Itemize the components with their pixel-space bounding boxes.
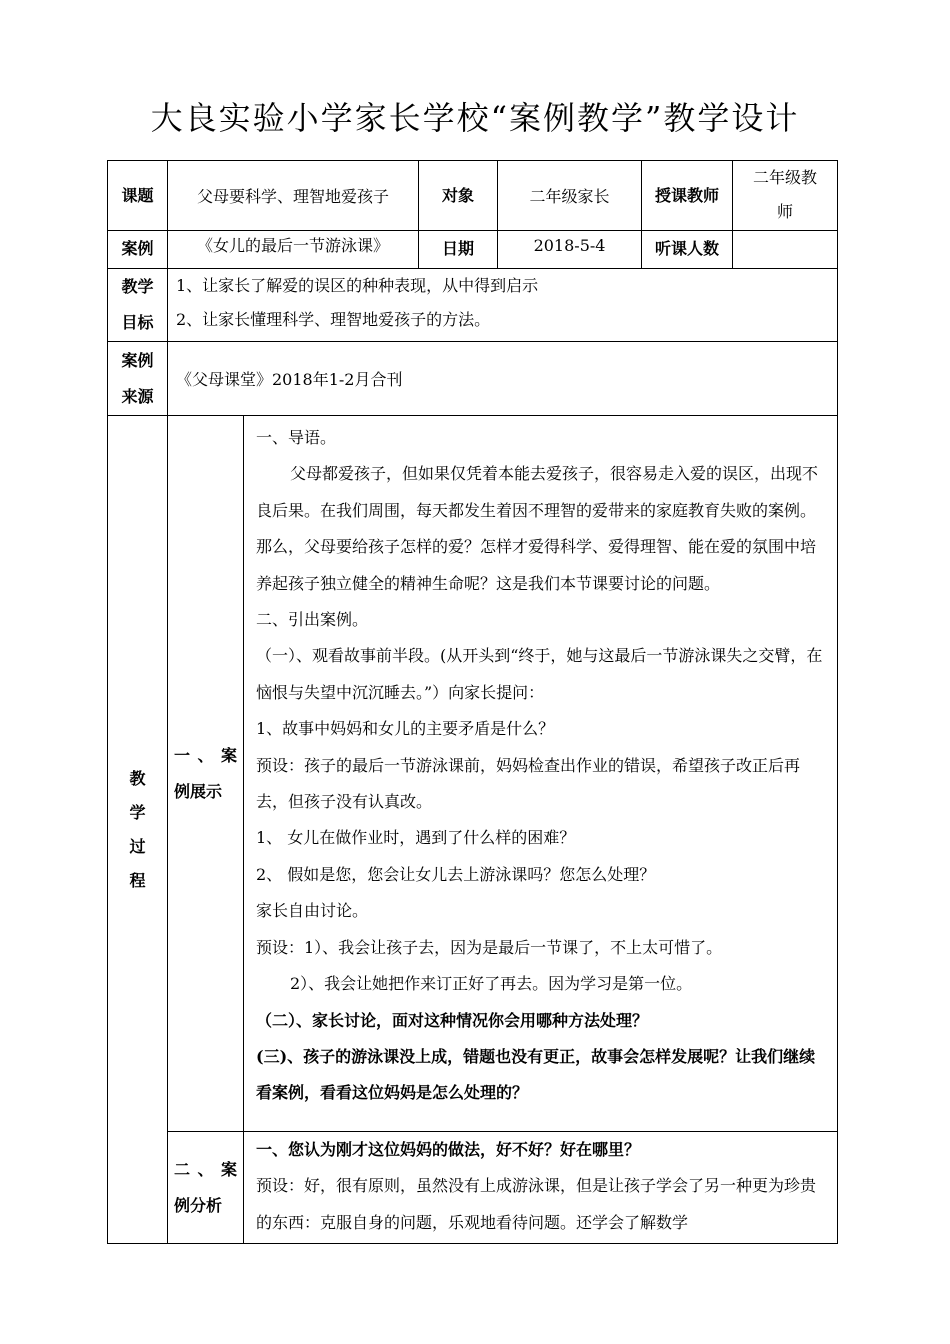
teacher-value: 二年级教师 — [733, 161, 838, 231]
section1-label: 一、案例展示 — [168, 416, 244, 1132]
text-line: 2）、我会让她把作来订正好了再去。因为学习是第一位。 — [290, 974, 693, 994]
text-line: 一、您认为刚才这位妈妈的做法，好不好？好在哪里？ — [256, 1140, 641, 1159]
lesson-plan-table — [107, 160, 838, 1244]
section1-content — [244, 416, 838, 1132]
audience-value — [733, 231, 838, 269]
text-line: 1、故事中妈妈和女儿的主要矛盾是什么？ — [256, 719, 555, 739]
target-value: 二年级家长 — [498, 161, 642, 231]
section2-content — [244, 1132, 838, 1244]
source-label: 案例来源 — [108, 342, 168, 416]
date-label: 日期 — [419, 231, 498, 269]
goals-content — [168, 269, 838, 342]
text-line: （一）、观看故事前半段。(从开头到“终于，她与这最后一节游泳课失之交臂，在恼恨与失望中沉沉睡去。”）向家长提问： — [256, 646, 823, 702]
document-title: 大良实验小学家长学校“案例教学”教学设计 — [150, 99, 800, 137]
text-line: 家长自由讨论。 — [256, 901, 369, 921]
audience-label: 听课人数 — [642, 231, 733, 269]
row-case — [108, 231, 838, 269]
goal-item: 1、让家长了解爱的误区的种种表现，从中得到启示 — [176, 276, 539, 295]
text-line: 预设：孩子的最后一节游泳课前，妈妈检查出作业的错误，希望孩子改正后再去，但孩子没有认真改。 — [256, 755, 801, 812]
topic-value: 父母要科学、理智地爱孩子 — [168, 161, 419, 231]
row-topic — [108, 161, 838, 231]
row-section1 — [108, 416, 838, 1132]
text-line: (三)、孩子的游泳课没上成，错题也没有更正，故事会怎样发展呢？让我们继续看案例，看看这位妈妈是怎么处理的？ — [256, 1046, 816, 1103]
goal-item: 2、让家长懂理科学、理智地爱孩子的方法。 — [176, 310, 491, 329]
topic-label: 课题 — [108, 161, 168, 231]
text-line: 2、 假如是您，您会让女儿去上游泳课吗？您怎么处理？ — [256, 864, 656, 884]
text-line: 1、 女儿在做作业时，遇到了什么样的困难？ — [256, 828, 576, 848]
text-line: 父母都爱孩子，但如果仅凭着本能去爱孩子，很容易走入爱的误区，出现不良后果。在我们周围，每天都发生着因不理智的爱带来的家庭教育失败的案例。那么，父母要给孩子怎样的爱？怎样才爱得科学、爱得理智、能在爱的氛围中培养起孩子独立健全的精神生命呢？这是我们本节课要讨论的问题。 — [256, 464, 819, 593]
text-line: 二、引出案例。 — [256, 610, 369, 630]
case-value: 《女儿的最后一节游泳课》 — [168, 231, 419, 269]
section2-label: 二、案例分析 — [168, 1132, 244, 1244]
process-label: 教 学 过 程 — [108, 416, 168, 1244]
case-label: 案例 — [108, 231, 168, 269]
goals-label: 教学目标 — [108, 269, 168, 342]
text-line: 一、导语。 — [256, 428, 337, 447]
row-goals — [108, 269, 838, 342]
text-line: 预设：好，很有原则，虽然没有上成游泳课，但是让孩子学会了另一种更为珍贵的东西：克服自身的问题，乐观地看待问题。还学会了解数学 — [256, 1176, 817, 1232]
source-value: 《父母课堂》2018年1-2月合刊 — [168, 342, 838, 416]
row-source — [108, 342, 838, 416]
text-line: 预设：1）、我会让孩子去，因为是最后一节课了，不上太可惜了。 — [256, 937, 723, 957]
row-section2 — [108, 1132, 838, 1244]
target-label: 对象 — [419, 161, 498, 231]
date-value: 2018-5-4 — [498, 231, 642, 269]
text-line: （二）、家长讨论，面对这种情况你会用哪种方法处理？ — [256, 1010, 649, 1030]
teacher-label: 授课教师 — [642, 161, 733, 231]
